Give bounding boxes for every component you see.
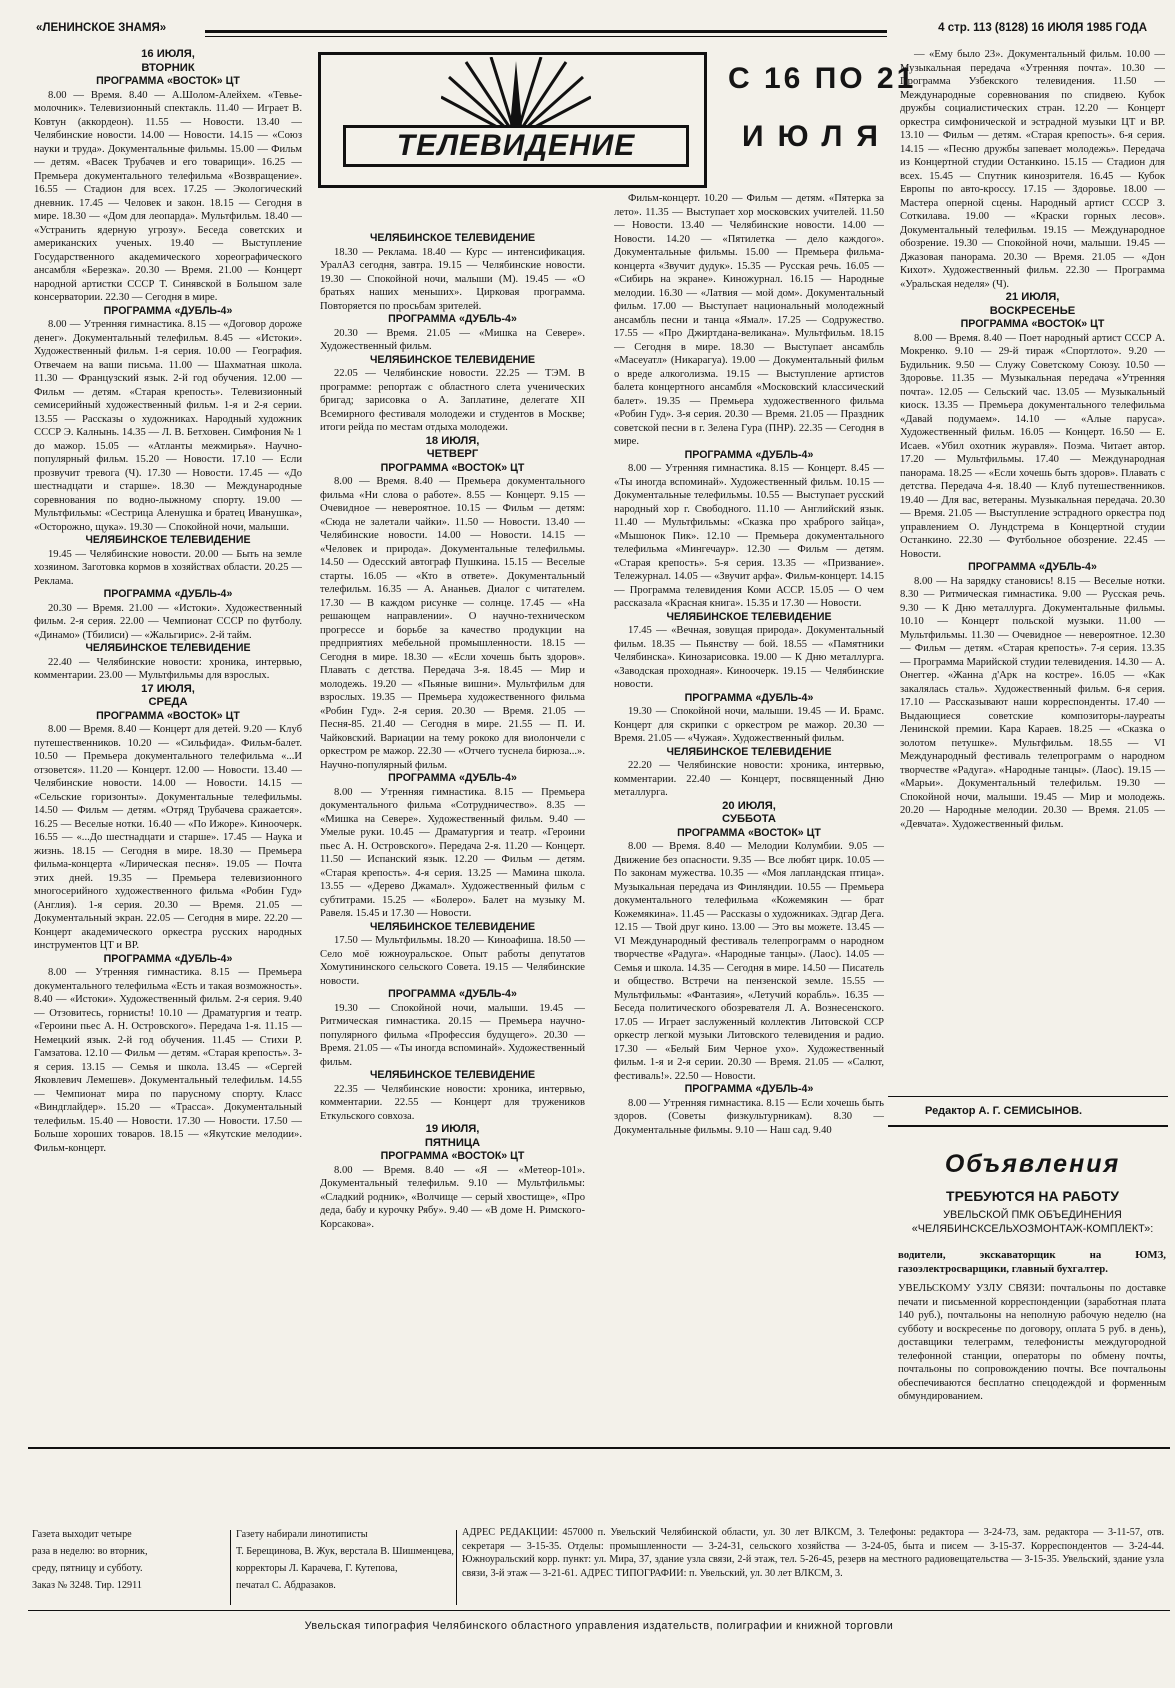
editor-rule — [888, 1096, 1168, 1097]
program-text: 8.00 — Утренняя гимнастика. 8.15 — «Договор дороже денег». Документальный телефильм. 8.45 — «Истоки». Художественный фильм. 1-я серия. 10.00 — География. Отвечаем на ваши письма. 11.00 — Шахматная школа. 11.30 — Французский язык. 2-й год обучения. 12.00 — Фильм — детям. «Старая крепость». Телевизионный семисерийный художественный фильм. 1-я и 2-я серии. 13.55 — Рассказы о художниках. Народный художник СССР Э. Калнынь. 14.35 — Л. В. Бетховен. Симфония № 1 до мажор. 15.05 — «Атланты межмирья». Научно-популярный фильм. 15.20 — Новости. 17.10 — Если прозвучит тревога (Ч). 17.30 — Новости. 17.45 — «До шестнадцати и старше». 18.30 — Международные соревнования по водно-лыжному спорту. 19.00 — Мультфильмы: «Сестрица Аленушка и братец Иванушка», «Осторожно, щука». 19.30 — Спокойной ночи, малыши. — [34, 319, 302, 533]
channel-heading: ПРОГРАММА «ДУБЛЬ-4» — [388, 772, 517, 784]
day-heading: 16 ИЮЛЯ, — [141, 48, 195, 60]
program-text: — «Ему было 23». Документальный фильм. 10.00 — Музыкальная передача «Утренняя почта». 10.30 — Программа Узбекского телевидения. 11.50 — Международные соревнования по спидвею. Кубок дружбы социалистических стран. 12.20 — Концерт оркестра симфонической и эстрадной музыки ЦТ и ВР. 13.10 — Фильм — детям. «Старая крепость». 6-я серия. 14.15 — «Песню дружбы запевает молодежь». Передача из Концертной студии Останкино. 15.15 — Стадион для всех. 15.45 — Спутник кинозрителя. 16.45 — Кубок Европы по авто-кроссу. 17.15 — Здоровье. 18.00 — Мастера оперной сцены. Народный артист СССР З. Соткилава. 19.00 — «Краски горных лесов». Документальный телефильм. 19.15 — Международное обозрение. 19.30 — Спокойной ночи, малыши. 19.45 — Джазовая панорама. 20.30 — Время. 21.05 — «Дон Кихот». Художественный фильм. 22.30 — Программа «Уральская неделя» (Ч). — [900, 49, 1165, 290]
program-text: 19.30 — Спокойной ночи, малыши. 19.45 — Ритмическая гимнастика. 20.15 — Премьера научно-популярного фильма «Профессия будущего». 20.30 — Время. 21.05 — «Ты иногда вспоминай». Художественный фильм. — [320, 1002, 585, 1068]
channel-heading: ПРОГРАММА «ВОСТОК» ЦТ — [380, 461, 525, 474]
tv-title: ТЕЛЕВИДЕНИЕ — [343, 125, 689, 167]
channel-heading: ПРОГРАММА «ДУБЛЬ-4» — [968, 561, 1097, 573]
ads-jobs: водители, экскаваторщик на ЮМЗ, газоэлектросварщики, главный бухгалтер. — [898, 1249, 1166, 1275]
channel-heading: ЧЕЛЯБИНСКОЕ ТЕЛЕВИДЕНИЕ — [369, 920, 536, 933]
channel-heading: ПРОГРАММА «ДУБЛЬ-4» — [684, 448, 814, 461]
date-month: ИЮЛЯ — [742, 120, 892, 153]
footer-rule-2 — [28, 1610, 1170, 1611]
masthead-rule-thin — [205, 36, 887, 37]
day-heading: 19 ИЮЛЯ, — [425, 1123, 480, 1135]
day-heading: 18 ИЮЛЯ, — [425, 434, 480, 447]
day-heading: СУББОТА — [722, 813, 776, 825]
footer-divider-1 — [230, 1530, 231, 1605]
channel-heading: ПРОГРАММА «ВОСТОК» ЦТ — [380, 1150, 525, 1162]
footer-divider-2 — [456, 1530, 457, 1605]
channel-heading: ЧЕЛЯБИНСКОЕ ТЕЛЕВИДЕНИЕ — [666, 745, 832, 758]
footer-box-1 — [32, 1526, 228, 1596]
day-heading: ВТОРНИК — [141, 61, 195, 74]
channel-heading: ПРОГРАММА «ВОСТОК» ЦТ — [96, 75, 240, 87]
program-text: 8.00 — Время. 8.40 — Премьера документального фильма «Ни слова о работе». 8.55 — Концерт. 9.15 — Очевидное — невероятное. 10.15 — Фильм — детям: «Сюда не залетали чайки». 11.50 — Новости. 13.40 — Челябинские новости. 14.00 — Новости. 14.15 — «Человек и природа». Документальные телефильмы. 14.50 — Одесский автограф Пушкина. 15.15 — Веселые старты. 16.05 — «Кто в ответе». Документальный телефильм. 16.35 — А. Ананьев. Диалог с читателем. 17.30 — В каждом рисунке — солнце. 17.45 — «На решающем направлении». О научно-техническом прогрессе и борьбе за качество продукции на предприятиях мебельной промышленности. 18.15 — Сегодня в мире. 18.30 — «Если хочешь быть здоров». Плавать с детства. Передача 3-я. 18.45 — Мир и молодежь. 19.20 — «Пьяные вишни». Мультфильм для взрослых. 19.35 — Премьера художественного фильма «Робин Гуд». 2-я серия. 20.30 — Время. 21.05 — Песня-85. 21.40 — Сегодня в мире. 21.55 — П. И. Чайковский. Вариации на тему рококо для виолончели с оркестром ре мажор. 22.30 — «Отчего туснела бирюза...». Научно-популярный фильм. — [320, 476, 585, 771]
footer-box2-line2: Т. Берещинова, В. Жук, верстала В. Шишменцева, корректоры Л. Карачева, Г. Кутепова, — [236, 1546, 454, 1574]
day-heading: 20 ИЮЛЯ, — [722, 799, 776, 812]
footer-box2-line3: печатал С. Абдразаков. — [236, 1580, 336, 1591]
program-text: 8.00 — Время. 8.40 — Поет народный артист СССР А. Мокренко. 9.10 — 29-й тираж «Спортлото». 9.20 — Будильник. 9.50 — Служу Советскому Союзу. 10.50 — Здоровье. 11.35 — Музыкальная передача «Утренняя почта». 12.05 — Сельский час. 13.05 — Музыкальный киоск. 13.35 — Премьера документального телефильма «Давай подумаем». 14.10 — «Алые паруса». Художественный фильм. 16.05 — Концерт. 16.50 — Е. Исаев. «Убил охотник журавля». Поэма. Читает автор. 17.20 — Мультфильмы. 17.40 — Международная панорама. 18.25 — «Если хочешь быть здоров». Плавать с детства. Передача 4-я. 18.40 — Клуб путешественников. 19.40 — Для вас, ветераны. Музыкальная передача. 20.30 — Время. 21.05 — Выступление эстрадного оркестра под управлением О. Лундстрема в Концертной студии Останкино. 22.30 — Футбольное обозрение. 22.45 — Новости. — [900, 332, 1165, 560]
day-heading: СРЕДА — [148, 696, 188, 708]
channel-heading: ПРОГРАММА «ДУБЛЬ-4» — [388, 313, 517, 325]
ads-title: Объявления — [944, 1150, 1121, 1178]
program-text: 8.00 — Время. 8.40 — «Я — «Метеор-101». Документальный телефильм. 9.10 — Мультфильмы: «Сладкий родник», «Волчище — серый хвостище», «Про деда, бабу и курочку Рябу». 9.40 — «В доме Н. Римского-Корсакова». — [320, 1164, 585, 1230]
program-text: 20.30 — Время. 21.05 — «Мишка на Севере». Художественный фильм. — [320, 327, 585, 352]
program-text: 22.35 — Челябинские новости: хроника, интервью, комментарии. 22.55 — Концерт для тружеников Еткульского совхоза. — [320, 1083, 585, 1122]
channel-heading: ЧЕЛЯБИНСКОЕ ТЕЛЕВИДЕНИЕ — [85, 534, 251, 546]
footer-box-2 — [236, 1526, 454, 1606]
program-text: 22.40 — Челябинские новости: хроника, интервью, комментарии. 23.00 — Мультфильмы для взрослых. — [34, 656, 302, 681]
column-4 — [900, 48, 1165, 1090]
program-text: 8.00 — Время. 8.40 — Мелодии Колумбии. 9.05 — Движение без опасности. 9.35 — Все любят цирк. 10.05 — По законам мужества. 10.35 — «Моя лапландская птица». Музыкальная передача из Финляндии. 10.55 — Премьера документального телефильма «Кожемякин — брат Кожемякина». 11.45 — Рассказы о художниках. Эдгар Дега. 12.15 — Твой друг кино. 13.00 — Это вы можете. 13.45 — VI Международный фестиваль телепрограмм о народном творчестве «Радуга». «Народные танцы». (Лаос). 14.05 — Семья и школа. 14.35 — Сегодня в мире. 14.50 — Писатель и общество. Встречи на пензенской земле. 15.55 — Мультфильмы: «Фантазия», «Летучий корабль». 16.35 — Беседа политического обозревателя Л. А. Вознесенского. 17.05 — Играет заслуженный коллектив Литовской ССР оркестр легкой музыки Литовского телевидения и радио. 17.30 — «Белый Бим Черное ухо». Художественный фильм. 1-я и 2-я серии. 20.30 — Время. 21.05 — «Салют, фестиваль!». 22.50 — Новости. — [614, 841, 884, 1082]
program-text: 22.20 — Челябинские новости: хроника, интервью, комментарии. 22.40 — Концерт, посвященный Дню металлурга. — [614, 760, 884, 798]
program-text: Фильм-концерт. 10.20 — Фильм — детям. «Пятерка за лето». 11.35 — Выступает хор московских учителей. 11.50 — Новости. 13.40 — Челябинские новости. 14.00 — Новости. 14.20 — «Пятилетка — дело каждого». Документальные фильмы. 15.00 — Премьера фильма-концерта «Звучит дудук». 15.35 — Русская речь. 16.05 — «Сибирь на экране». Киножурнал. 16.15 — Народные мелодии. 16.30 — «Латвия — мой дом». Документальный фильм. 17.00 — Выступает национальный молодежный ансамбль песни и танца «Ямал». 17.25 — Содружество. 17.55 — «Про Джиртдана-великана». Мультфильм. 18.15 — Сегодня в мире. 18.30 — Выступает ансамбль «Масеуатл» (Никарагуа). 19.00 — Документальный фильм о вреде алкоголизма. 19.15 — Выступление артистов балета концертного ансамбля «Московский классический балет». 19.35 — Премьера художественного фильма «Робин Гуд». 3-я серия. 20.30 — Время. 21.05 — Праздник советской песни в г. Зелена Гура (ПНР). 22.35 — Сегодня в мире. — [614, 193, 884, 447]
program-text: 19.30 — Спокойной ночи, малыши. 19.45 — И. Брамс. Концерт для скрипки с оркестром ре мажор. 20.30 — Время. 21.05 — «Чужая». Художественный фильм. — [614, 706, 884, 744]
channel-heading: ПРОГРАММА «ДУБЛЬ-4» — [684, 1083, 814, 1095]
tv-banner — [318, 52, 707, 188]
day-heading: ПЯТНИЦА — [424, 1136, 481, 1149]
printing-house: Увельская типография Челябинского областного управления издательств, полиграфии и книжной торговли — [304, 1620, 894, 1632]
footer-box2-line1: Газету набирали линотиписты — [236, 1529, 368, 1540]
masthead-rule — [205, 30, 887, 33]
column-3 — [614, 192, 884, 1433]
ads-body: УВЕЛЬСКОМУ УЗЛУ СВЯЗИ: почтальоны по доставке печати и письменной корреспонденции (заработная плата 140 руб.), почтальоны на неполную рабочую неделю (на субботу и воскресенье по договору, оплата 5 руб. в день), доставщики телеграмм, телефонисты междугородной телефонной станции, операторы по обмену почты, почтальоны по сопровождению почты. Все почтальоны обеспечиваются бесплатно спецодеждой и форменным обмундированием. — [898, 1283, 1166, 1402]
footer-box1-line1: Газета выходит четыре — [32, 1529, 132, 1540]
program-text: 8.00 — Время. 8.40 — Концерт для детей. 9.20 — Клуб путешественников. 10.20 — «Сильфида». Фильм-балет. 10.50 — Премьера документального телефильма «...И отзовется». 11.20 — Концерт. 12.00 — Новости. 13.40 — Челябинские новости. 14.00 — Новости. 14.15 — «Сельские горизонты». Документальные телефильмы. 14.50 — Фильм — детям. «Отряд Трубачева сражается». 16.25 — Веселые нотки. 16.40 — «По Ижоре». Киноочерк. 16.55 — «...До шестнадцати и старше». 17.45 — Наука и жизнь. 18.15 — Сегодня в мире. 18.30 — Премьера фильма-концерта «Лирическая песня». 19.05 — Почта этих дней. 19.35 — Премьера телевизионного многосерийного художественного фильма «Робин Гуд» (Англия). 1-я серия. 20.30 — Время. 21.05 — Документальный экран. 22.05 — Сегодня в мире. 22.20 — Концерт академического оркестра русских народных инструментов ЦТ и ВР. — [34, 724, 302, 951]
column-1 — [34, 48, 302, 1433]
newspaper-name: «ЛЕНИНСКОЕ ЗНАМЯ» — [36, 22, 167, 34]
day-heading: ЧЕТВЕРГ — [426, 448, 479, 460]
program-text: 8.00 — Время. 8.40 — А.Шолом-Алейхем. «Тевье-молочник». Телевизионный спектакль. 11.40 — Играет В. Ковтун (аккордеон). 11.55 — Новости. 13.40 — Челябинские новости. 14.00 — Новости. 14.15 — «Союз науки и труда». Документальные фильмы. 15.00 — Фильм — детям. «Васек Трубачев и его товарищи». 16.25 — Премьера документального телефильма «Возвращение». 16.55 — Стадион для всех. 17.25 — Экологический дневник. 17.45 — Человек и закон. 18.15 — Сегодня в мире. 18.30 — «Дом для леопарда». Мультфильм. 18.40 — «Устранить ядерную угрозу». Беседа советских и американских ученых. 19.40 — Выступление Государственного академического хореографического ансамбля «Березка». 20.30 — Время. 21.00 — Концерт народной артистки СССР Т. Синявской в Большом зале консерватории. 22.30 — Сегодня в мире. — [34, 89, 302, 303]
date-range: С 16 ПО 21 — [728, 62, 917, 95]
column-2 — [320, 232, 585, 1433]
program-text: 8.00 — Утренняя гимнастика. 8.15 — Концерт. 8.45 — «Ты иногда вспоминай». Художественный фильм. 10.15 — Документальные телефильмы. 10.55 — Выступает русский народный хор г. Свободного. 11.10 — Английский язык. 11.40 — Мультфильмы: «Сказка про храброго зайца», «Мышонок Пик». 12.10 — Премьера документального телефильма «Мингечаур». 12.30 — Фильм — детям. «Старая крепость». 5-я серия. 13.35 — «Призвание». Тележурнал. 14.05 — «Звучит арфа». Фильм-концерт. 14.15 — Программа телевидения Коми АССР. 15.05 — О чем рассказала «Красная книга». 15.35 и 17.30 — Новости. — [614, 463, 884, 609]
issue-info: 4 стр. 113 (8128) 16 ИЮЛЯ 1985 ГОДА — [938, 22, 1147, 34]
channel-heading: ЧЕЛЯБИНСКОЕ ТЕЛЕВИДЕНИЕ — [369, 1069, 536, 1081]
ads-headline: ТРЕБУЮТСЯ НА РАБОТУ — [946, 1188, 1119, 1204]
program-text: 8.00 — Утренняя гимнастика. 8.15 — Премьера документального фильма «Сотрудничество». 8.35 — «Мишка на Севере». Художественный фильм. 9.40 — Умелые руки. 10.45 — Драматургия и театр. «Героини пьес А. Н. Островского». Передача 2-я. 11.20 — Концерт. 11.50 — Испанский язык. 12.20 — Фильм — детям. «Старая крепость». 4-я серия. 13.25 — Мамина школа. 13.55 — «Дерево Джамал». Художественный фильм с субтитрами. 15.25 — «Болеро». Балет на музыку М. Равеля. 15.45 и 17.30 — Новости. — [320, 786, 585, 919]
channel-heading: ЧЕЛЯБИНСКОЕ ТЕЛЕВИДЕНИЕ — [85, 642, 251, 654]
channel-heading: ПРОГРАММА «ДУБЛЬ-4» — [388, 988, 517, 1000]
footer-box-3: АДРЕС РЕДАКЦИИ: 457000 п. Увельский Челябинской области, ул. 30 лет ВЛКСМ, 3. Телефоны: редактора — 3-24-73, зам. редактора — 3-11-57, отв. секретаря — 3-15-35. Отделы: промышленности — 3-24-31, сельского хозяйства — 3-24-05, быта и писем — 3-15-37. Корреспондентов — 3-24-44. Южноуральский корр. пункт: ул. Мира, 37, здание узла связи, 2-й этаж, тел. 5-26-45, резерв на местного радиовещательства — 3-15-35. Увельский, здание узла связи, 3-й этаж — 3-21-61. АДРЕС ТИПОГРАФИИ: п. Увельский, ул. 30 лет ВЛКСМ, 3. — [462, 1527, 1164, 1579]
channel-heading: ПРОГРАММА «ВОСТОК» ЦТ — [960, 318, 1105, 330]
ads-org: УВЕЛЬСКОЙ ПМК ОБЪЕДИНЕНИЯ «ЧЕЛЯБИНСКСЕЛЬХОЗМОНТАЖ-КОМПЛЕКТ»: — [911, 1209, 1154, 1235]
day-heading: ВОСКРЕСЕНЬЕ — [989, 304, 1076, 317]
program-text: 19.45 — Челябинские новости. 20.00 — Быть на земле хозяином. Заготовка кормов в хозяйствах области. 20.25 — Реклама. — [34, 548, 302, 587]
channel-heading: ПРОГРАММА «ДУБЛЬ-4» — [103, 304, 233, 317]
program-text: 8.00 — Утренняя гимнастика. 8.15 — Премьера документального телефильма «Есть и такая возможность». 8.40 — «Истоки». Художественный фильм. 2-я серия. 9.40 — Отзовитесь, горнисты! 10.10 — Драматургия и театр. «Героини пьес А. Н. Островского». Передача 1-я. 11.15 — Немецкий язык. 2-й год обучения. 11.45 — Стихи Р. Гамзатова. 12.10 — Фильм — детям. «Старая крепость». 3-я серия. 13.15 — Семья и школа. 13.45 — «Сергей Яковлевич Лемешев». Документальный телефильм. 14.55 — Чемпионат мира по парусному спорту. Класс «Виндглайдер». 15.20 — «Трасса». Документальный телефильм. 15.40 — Новости. 17.30 — Новости. 17.50 — Больше хороших товаров. 18.15 — «Якутские мелодии». Фильм-концерт. — [34, 967, 302, 1154]
program-text: 8.00 — Утренняя гимнастика. 8.15 — Если хочешь быть здоров. (Советы физкультурникам). 8.30 — Документальные фильмы. 9.10 — Наш сад. 9.40 — [614, 1097, 884, 1136]
program-text: 18.30 — Реклама. 18.40 — Курс — интенсификация. УралАЗ сегодня, завтра. 19.15 — Челябинские новости. 19.30 — Спокойной ночи, малыши (М). 19.45 — «О братьях наших меньших». Цирковая программа. Повторяется по просьбам зрителей. — [320, 246, 585, 312]
channel-heading: ПРОГРАММА «ДУБЛЬ-4» — [103, 588, 233, 600]
footer-box1-line4: Заказ № 3248. Тир. 12911 — [32, 1580, 142, 1591]
day-heading: 21 ИЮЛЯ, — [1005, 291, 1060, 303]
channel-heading: ЧЕЛЯБИНСКОЕ ТЕЛЕВИДЕНИЕ — [369, 232, 536, 244]
editor-line: Редактор А. Г. СЕМИСЫНОВ. — [925, 1105, 1083, 1117]
program-text: 17.45 — «Вечная, зовущая природа». Документальный фильм. 18.35 — Пьянству — бой. 18.55 — «Памятники Челябинска». Кинозарисовка. 19.00 — К Дню металлурга. «Заводская проходная». Киноочерк. 19.15 — Челябинские новости. — [614, 625, 884, 690]
program-text: 20.30 — Время. 21.00 — «Истоки». Художественный фильм. 2-я серия. 22.00 — Чемпионат СССР по футболу. «Динамо» (Тбилиси) — «Жальгирис». 2-й тайм. — [34, 602, 302, 641]
footer-box1-line2: раза в неделю: во вторник, — [32, 1546, 148, 1557]
channel-heading: ПРОГРАММА «ДУБЛЬ-4» — [684, 691, 814, 704]
editor-rule-2 — [888, 1125, 1168, 1127]
channel-heading: ПРОГРАММА «ВОСТОК» ЦТ — [677, 826, 821, 839]
program-text: 17.50 — Мультфильмы. 18.20 — Киноафиша. 18.50 — Село моё южноуральское. Опыт работы депутатов Хомутининского сельского Совета. 19.15 — Челябинские новости. — [320, 935, 585, 987]
channel-heading: ПРОГРАММА «ДУБЛЬ-4» — [103, 952, 233, 965]
footer-box1-line3: среду, пятницу и субботу. — [32, 1563, 143, 1574]
program-text: 22.05 — Челябинские новости. 22.25 — ТЭМ. В программе: репортаж с областного слета ученических бригад; зарисовка о А. Заплатине, делегате XII Всемирного фестиваля молодежи и студентов в Москве; итоги рейда по местам отдыха молодежи. — [320, 368, 585, 433]
channel-heading: ПРОГРАММА «ВОСТОК» ЦТ — [96, 709, 240, 722]
channel-heading: ЧЕЛЯБИНСКОЕ ТЕЛЕВИДЕНИЕ — [666, 610, 832, 623]
day-heading: 17 ИЮЛЯ, — [141, 682, 195, 695]
footer-rule — [28, 1447, 1170, 1449]
program-text: 8.00 — На зарядку становись! 8.15 — Веселые нотки. 8.30 — Ритмическая гимнастика. 9.00 — Русская речь. 9.30 — К Дню металлурга. Документальные фильмы. 10.10 — Концерт польской музыки. 11.00 — Мультфильмы. 11.30 — Очевидное — невероятное. 12.30 — Фильм — детям. «Старая крепость». 7-я серия. 13.35 — Программа Марийской студии телевидения. 14.30 — А. Онеггер. «Жанна д'Арк на костре». 16.05 — «Как закалялась сталь». Художественный фильм. 6-я серия. 17.10 — Рассказывают наши корреспонденты. 17.40 — Выдающиеся советские композиторы-лауреаты Ленинской премии. Кара Караев. 18.25 — «Сказка о золотом петушке». Мультфильм. 18.55 — VI Международный фестиваль телепрограмм о народном творчестве «Радуга». «Народные танцы». (Лаос). 19.15 — «Марьи». Документальный телефильм. 19.30 — Спокойной ночи, малыши. 19.45 — Мир и молодежь. 20.20 — Народные мелодии. 20.30 — Время. 21.05 — «Девчата». Художественный фильм. — [900, 575, 1165, 830]
channel-heading: ЧЕЛЯБИНСКОЕ ТЕЛЕВИДЕНИЕ — [369, 353, 536, 366]
